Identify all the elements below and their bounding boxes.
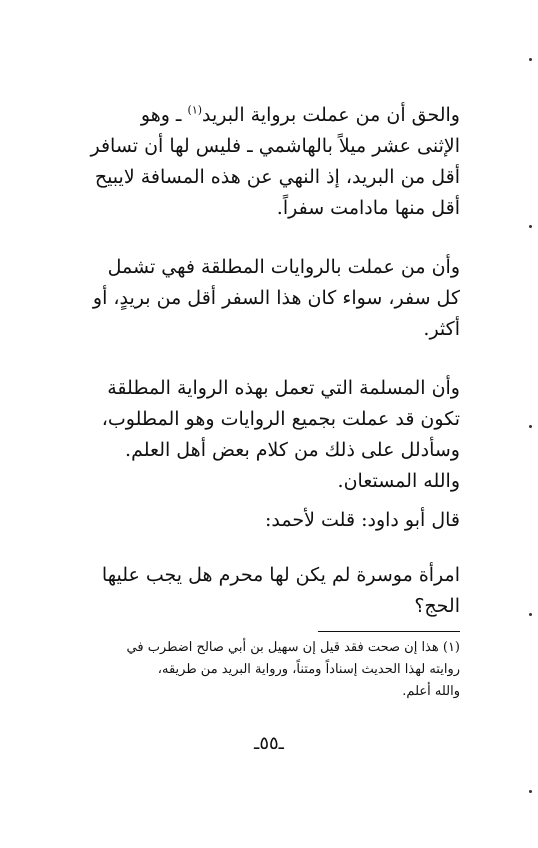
margin-speck — [529, 58, 532, 61]
paragraph-5-line-2: الحج؟ — [414, 595, 460, 617]
paragraph-3-line-3: وسأدلل على ذلك من كلام بعض أهل العلم. — [125, 439, 460, 461]
paragraph-3-line-2: تكون قد عملت بجميع الروايات وهو المطلوب، — [101, 408, 460, 430]
margin-speck — [529, 613, 532, 616]
paragraph-4-line-1: قال أبو داود: قلت لأحمد: — [265, 509, 460, 531]
footnote-reference: (١) — [187, 103, 203, 117]
paragraph-2-line-2: كل سفر، سواء كان هذا السفر أقل من بريدٍ، أو — [92, 287, 460, 309]
paragraph-2 — [60, 252, 460, 345]
footnote-separator — [318, 631, 460, 632]
footnote — [60, 637, 460, 703]
paragraph-3 — [60, 373, 460, 497]
footnote-line-2: روايته لهذا الحديث إسناداً ومتناً، ورواية البريد من طريقه، — [157, 662, 460, 677]
paragraph-1 — [60, 100, 460, 224]
margin-speck — [529, 790, 532, 793]
footnote-line-3: والله أعلم. — [402, 684, 460, 699]
paragraph-1-line-2: الإثنى عشر ميلاً بالهاشمي ـ فليس لها أن تسافر — [90, 135, 460, 157]
paragraph-1-line-1: والحق أن من عملت برواية البريد$^{(١)}$ ـ وهو — [140, 103, 460, 126]
paragraph-5 — [60, 560, 460, 622]
margin-speck — [529, 225, 532, 228]
paragraph-5-line-1: امرأة موسرة لم يكن لها محرم هل يجب عليها — [101, 564, 460, 586]
paragraph-1-line-4: أقل منها مادامت سفراً. — [276, 197, 460, 219]
paragraph-3-line-4: والله المستعان. — [337, 470, 460, 492]
footnote-line-1: (١) هذا إن صحت فقد قيل إن سهيل بن أبي صالح اضطرب في — [126, 640, 460, 655]
paragraph-2-line-3: أكثر. — [423, 318, 460, 340]
paragraph-3-line-1: وأن المسلمة التي تعمل بهذه الرواية المطلقة — [107, 377, 460, 399]
margin-speck — [529, 425, 532, 428]
page-number: ـ٥٥ـ — [254, 733, 284, 754]
paragraph-4 — [60, 505, 460, 536]
paragraph-2-line-1: وأن من عملت بالروايات المطلقة فهي تشمل — [107, 256, 460, 278]
paragraph-1-line-3: أقل من البريد، إذ النهي عن هذه المسافة لايبيح — [94, 166, 460, 188]
